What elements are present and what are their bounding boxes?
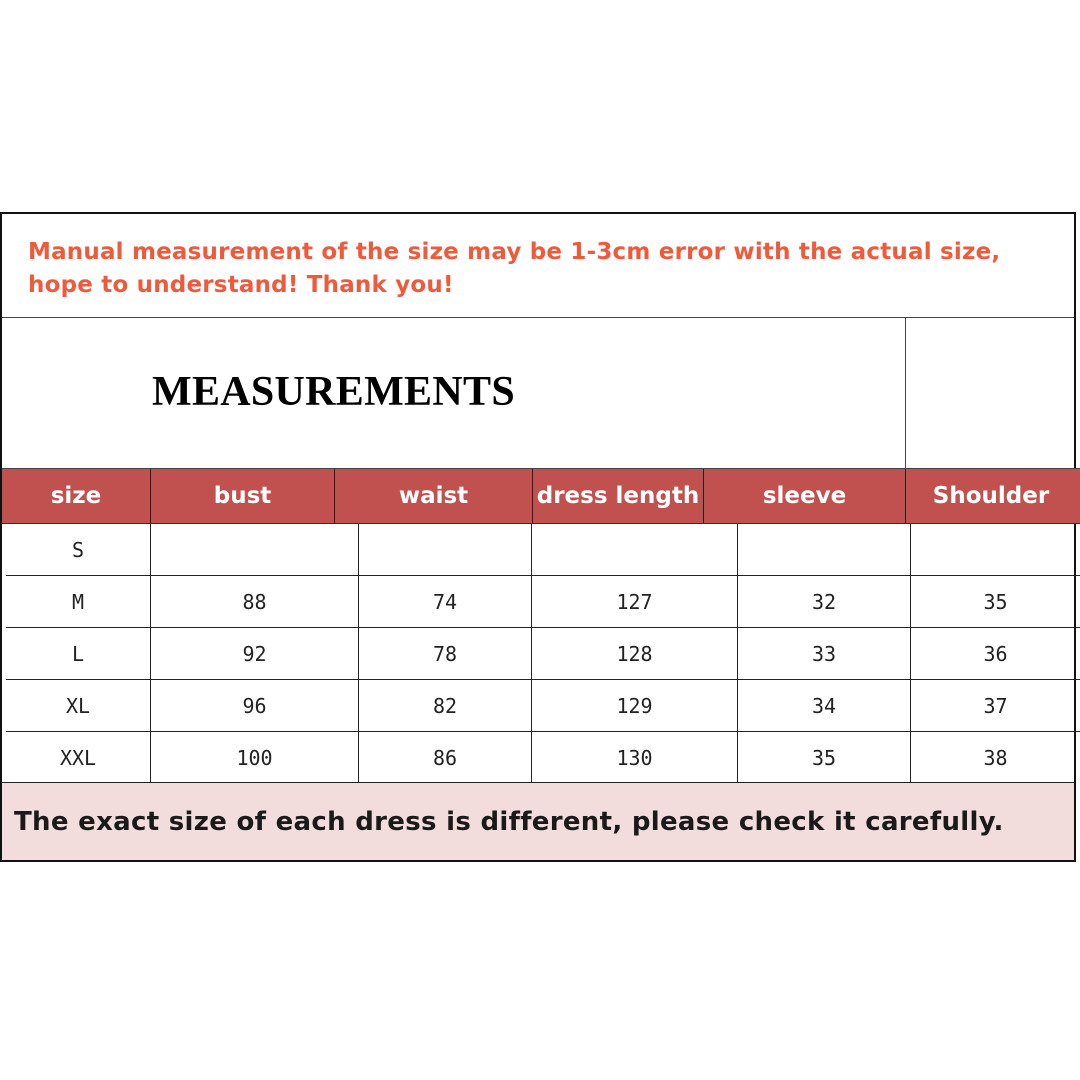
table-row [6, 680, 1080, 732]
cell-waist [359, 524, 532, 575]
cell-dress-length: 130 [532, 732, 738, 783]
cell-bust [151, 524, 359, 575]
cell-bust: 92 [151, 628, 359, 679]
cell-waist: 74 [359, 576, 532, 627]
title-divider [905, 318, 906, 468]
cell-dress-length: 128 [532, 628, 738, 679]
cell-sleeve: 34 [738, 680, 911, 731]
table-body [6, 524, 1078, 782]
cell-waist: 82 [359, 680, 532, 731]
header-size: size [2, 469, 151, 523]
size-chart [0, 212, 1076, 862]
cell-shoulder [911, 524, 1080, 575]
header-sleeve: sleeve [704, 469, 906, 523]
table-row [6, 524, 1080, 576]
table-row [6, 576, 1080, 628]
cell-dress-length [532, 524, 738, 575]
table-row [6, 732, 1080, 784]
cell-bust: 100 [151, 732, 359, 783]
cell-size: M [6, 576, 151, 627]
cell-sleeve: 33 [738, 628, 911, 679]
header-dress-length: dress length [533, 469, 704, 523]
cell-shoulder: 37 [983, 693, 1008, 718]
title-area [2, 318, 1074, 468]
cell-size: S [6, 524, 151, 575]
cell-waist: 78 [359, 628, 532, 679]
table-header [2, 468, 1080, 524]
header-shoulder: Shoulder [932, 483, 1050, 509]
cell-bust: 88 [151, 576, 359, 627]
header-waist: waist [335, 469, 533, 523]
cell-shoulder: 36 [983, 641, 1008, 666]
header-bust: bust [151, 469, 335, 523]
cell-size: XXL [6, 732, 151, 783]
cell-size: XL [6, 680, 151, 731]
cell-sleeve [738, 524, 911, 575]
chart-title: MEASUREMENTS [152, 369, 515, 415]
notice-text: Manual measurement of the size may be 1-3cm error with the actual size, hope to understand! Thank you! [28, 239, 1001, 298]
cell-shoulder: 38 [983, 745, 1008, 770]
cell-dress-length: 127 [532, 576, 738, 627]
cell-dress-length: 129 [532, 680, 738, 731]
measurement-notice [2, 214, 1074, 318]
footer-note [2, 782, 1074, 860]
cell-sleeve: 35 [738, 732, 911, 783]
cell-bust: 96 [151, 680, 359, 731]
table-row [6, 628, 1080, 680]
cell-waist: 86 [359, 732, 532, 783]
cell-shoulder: 35 [983, 589, 1008, 614]
cell-sleeve: 32 [738, 576, 911, 627]
footer-text: The exact size of each dress is different, please check it carefully. [14, 806, 1004, 837]
cell-size: L [6, 628, 151, 679]
